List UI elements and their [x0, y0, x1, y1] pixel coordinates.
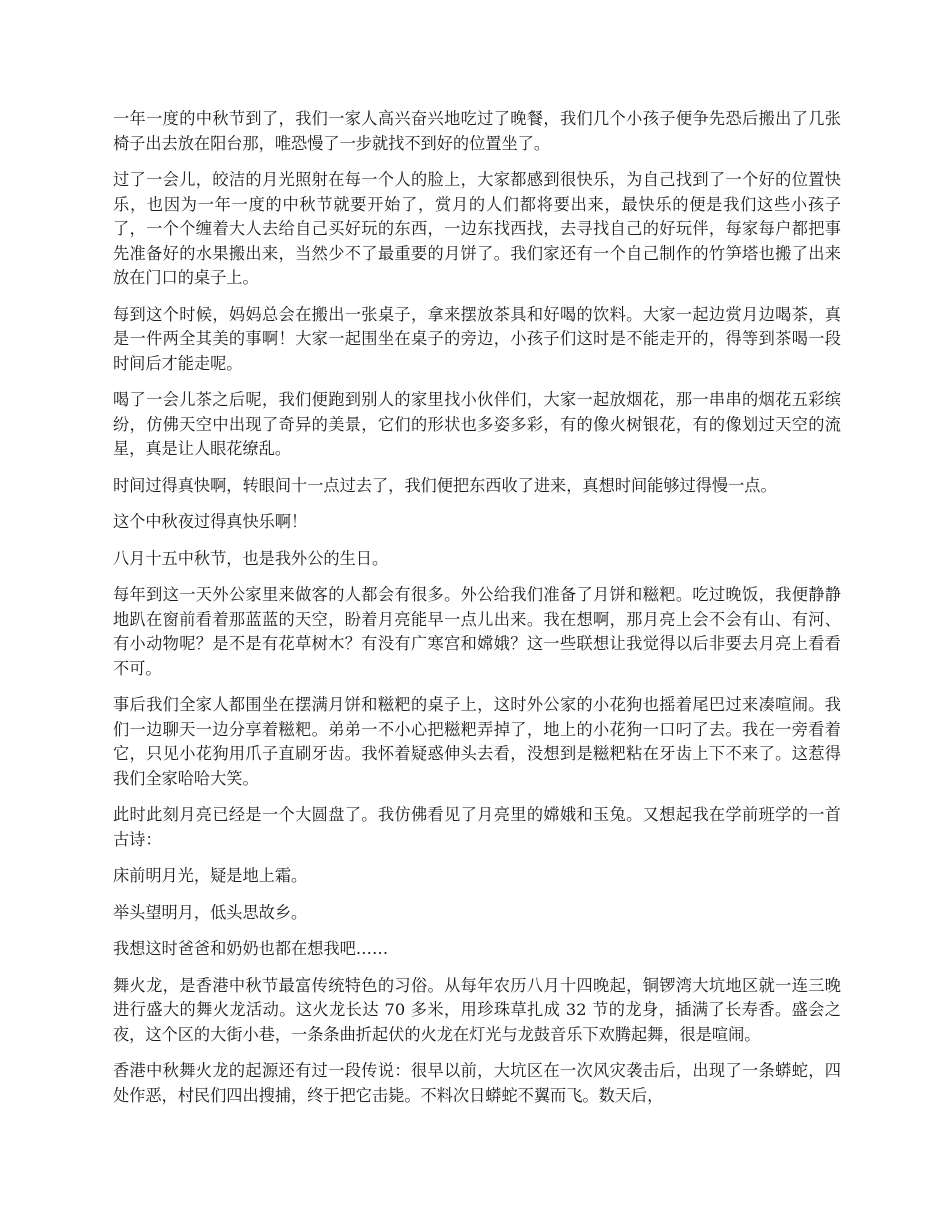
paragraph-5: 时间过得真快啊，转眼间十一点过去了，我们便把东西收了进来，真想时间能够过得慢一点。	[113, 475, 777, 495]
paragraph-2: 过了一会儿，皎洁的月光照射在每一个人的脸上，大家都感到很快乐，为自己找到了一个好的位置快乐，也因为一年一度的中秋节就要开始了，赏月的人们都将要出来，最快乐的便是我们这些小孩子了，一个个缠着大人去给自己买好玩的东西，一边东找西找，去寻找自己的好玩伴，每家每户都把事先准备好的水果搬出来，当然少不了最重要的月饼了。我们家还有一个自己制作的竹笋塔也搬了出来放在门口的桌子上。	[113, 170, 841, 287]
paragraph-4: 喝了一会儿茶之后呢，我们便跑到别人的家里找小伙伴们，大家一起放烟花，那一串串的烟花五彩缤纷，仿佛天空中出现了奇异的美景，它们的形状也多姿多彩，有的像火树银花，有的像划过天空的流星，真是让人眼花缭乱。	[113, 390, 841, 458]
paragraph-9: 事后我们全家人都围坐在摆满月饼和糍粑的桌子上，这时外公家的小花狗也摇着尾巴过来凑喧闹。我们一边聊天一边分享着糍粑。弟弟一不小心把糍粑弄掉了，地上的小花狗一口叼了去。我在一旁看着它，只见小花狗用爪子直刷牙齿。我怀着疑惑伸头去看，没想到是糍粑粘在牙齿上下不来了。这惹得我们全家哈哈大笑。	[113, 695, 841, 788]
paragraph-10: 此时此刻月亮已经是一个大圆盘了。我仿佛看见了月亮里的嫦娥和玉兔。又想起我在学前班学的一首古诗：	[113, 805, 841, 849]
poem-line-2: 举头望明月，低头思故乡。	[113, 902, 308, 922]
paragraph-1: 一年一度的中秋节到了，我们一家人高兴奋兴地吃过了晚餐，我们几个小孩子便争先恐后搬出了几张椅子出去放在阳台那，唯恐慢了一步就找不到好的位置坐了。	[113, 109, 841, 153]
document-body	[113, 107, 841, 1120]
paragraph-3: 每到这个时候，妈妈总会在搬出一张桌子，拿来摆放茶具和好喝的饮料。大家一起边赏月边喝茶，真是一件两全其美的事啊！大家一起围坐在桌子的旁边，小孩子们这时是不能走开的，得等到茶喝一段时间后才能走呢。	[113, 304, 841, 373]
paragraph-13: 我想这时爸爸和奶奶也都在想我吧……	[113, 939, 389, 958]
paragraph-14: 舞火龙，是香港中秋节最富传统特色的习俗。从每年农历八月十四晚起，铜锣湾大坑地区就一连三晚进行盛大的舞火龙活动。这火龙长达 70 多米，用珍珠草扎成 32 节的龙身，插满了长寿香。盛会之夜，这个区的大街小巷，一条条曲折起伏的火龙在灯光与龙鼓音乐下欢腾起舞，很是喧闹。	[113, 975, 841, 1044]
paragraph-6: 这个中秋夜过得真快乐啊！	[113, 512, 308, 531]
poem-line-1: 床前明月光，疑是地上霜。	[113, 866, 308, 885]
paragraph-7: 八月十五中秋节，也是我外公的生日。	[113, 548, 389, 568]
paragraph-8: 每年到这一天外公家里来做客的人都会有很多。外公给我们准备了月饼和糍粑。吃过晚饭，我便静静地趴在窗前看着那蓝蓝的天空，盼着月亮能早一点儿出来。我在想啊，那月亮上会不会有山、有河、有小动物呢？是不是有花草树木？有没有广寒宫和嫦娥？这一些联想让我觉得以后非要去月亮上看看不可。	[113, 585, 841, 678]
paragraph-15: 香港中秋舞火龙的起源还有过一段传说：很早以前，大坑区在一次风灾袭击后，出现了一条蟒蛇，四处作恶，村民们四出搜捕，终于把它击毙。不料次日蟒蛇不翼而飞。数天后，	[113, 1061, 841, 1105]
